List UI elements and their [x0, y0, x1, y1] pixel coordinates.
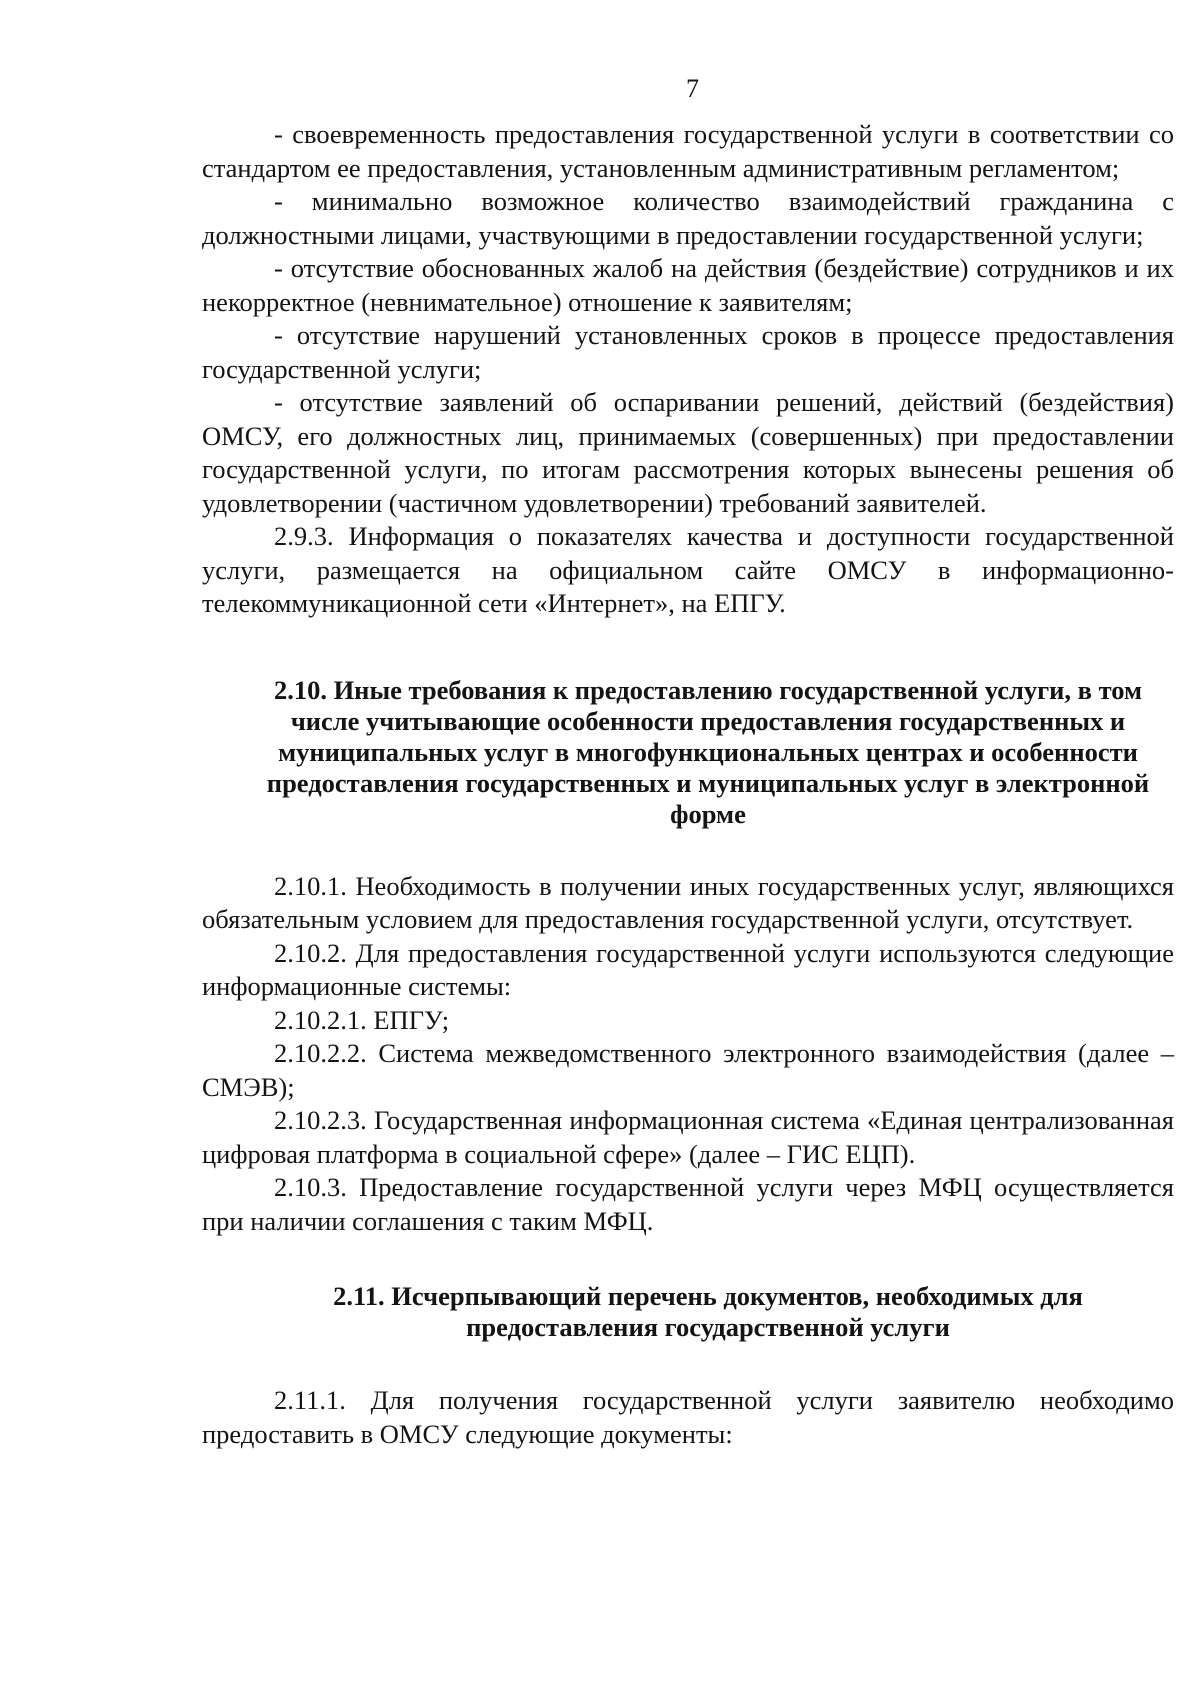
paragraph-2-10-2-1: 2.10.2.1. ЕПГУ; [274, 1004, 450, 1035]
page-number: 7 [686, 74, 699, 103]
paragraph-no-disputes: - отсутствие заявлений об оспаривании решений, действий (бездействия) ОМСУ, его должностных лиц, принимаемых (совершенных) при предоставлении государственной услуги, по итогам рассмотрения которых вынесены решения об удовлетворении (частичном удовлетворении) требований заявителей. [202, 387, 1174, 518]
paragraph-2-10-2-3: 2.10.2.3. Государственная информационная система «Единая централизованная цифровая платформа в социальной сфере» (далее – ГИС ЕЦП). [202, 1105, 1174, 1169]
paragraph-no-deadline-violations: - отсутствие нарушений установленных сроков в процессе предоставления государственной услуги; [202, 320, 1174, 384]
paragraph-timeliness: - своевременность предоставления государственной услуги в соответствии со стандартом ее предоставления, установленным административным регламентом; [202, 119, 1174, 183]
paragraph-2-10-2-2: 2.10.2.2. Система межведомственного электронного взаимодействия (далее – СМЭВ); [202, 1038, 1174, 1102]
paragraph-2-10-3: 2.10.3. Предоставление государственной услуги через МФЦ осуществляется при наличии соглашения с таким МФЦ. [202, 1172, 1174, 1236]
paragraph-min-interactions: - минимально возможное количество взаимодействий гражданина с должностными лицами, участвующими в предоставлении государственной услуги; [202, 186, 1174, 250]
section-heading-2-10: 2.10. Иные требования к предоставлению государственной услуги, в том числе учитывающие особенности предоставления государственных и муниципальных услуг в многофункциональных центрах и особенности предоставления государственных и муниципальных услуг в электронной форме [266, 674, 1150, 829]
section-heading-2-11: 2.11. Исчерпывающий перечень документов, необходимых для предоставления государственной услуги [333, 1281, 1083, 1342]
paragraph-2-9-3: 2.9.3. Информация о показателях качества и доступности государственной услуги, размещается на официальном сайте ОМСУ в информационно-телекоммуникационной сети «Интернет», на ЕПГУ. [202, 521, 1174, 618]
paragraph-2-10-2: 2.10.2. Для предоставления государственной услуги используются следующие информационные системы: [202, 937, 1174, 1001]
paragraph-no-complaints: - отсутствие обоснованных жалоб на действия (бездействие) сотрудников и их некорректное (невнимательное) отношение к заявителям; [202, 253, 1174, 317]
document-body [202, 118, 1174, 1451]
paragraph-2-10-1: 2.10.1. Необходимость в получении иных государственных услуг, являющихся обязательным условием для предоставления государственной услуги, отсутствует. [202, 870, 1174, 934]
paragraph-2-11-1: 2.11.1. Для получения государственной услуги заявителю необходимо предоставить в ОМСУ следующие документы: [202, 1385, 1174, 1449]
